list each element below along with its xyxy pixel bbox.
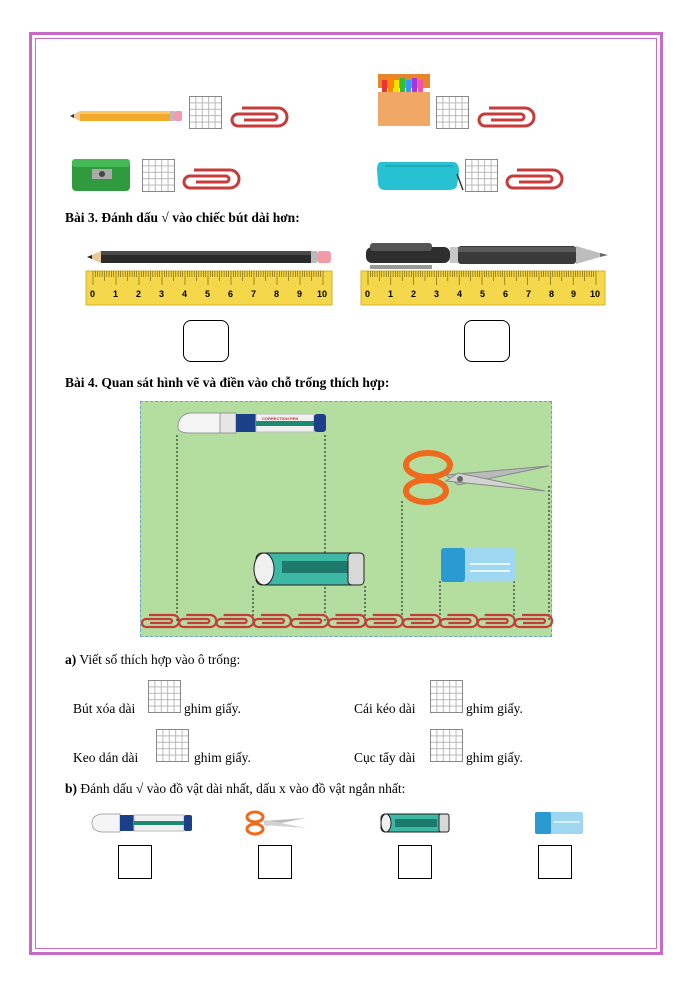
item-text-before: Keo dán dài: [73, 750, 139, 765]
ruler-label: 2: [136, 289, 142, 299]
answer-grid-pencil-case[interactable]: [465, 159, 498, 192]
ruler-label: 6: [503, 289, 509, 299]
ruler-label: 8: [549, 289, 555, 299]
paperclip-icon: [180, 168, 238, 192]
ruler-label: 5: [480, 289, 486, 299]
ruler-label: 4: [182, 289, 188, 299]
answer-grid-scissors[interactable]: [430, 680, 463, 713]
paperclip-icon: [475, 106, 533, 130]
pen-icon: [362, 243, 610, 271]
ruler-label: 10: [590, 289, 601, 299]
correction-pen-small-icon: [90, 812, 194, 834]
ruler-1-labels: [86, 289, 332, 303]
part-a-line: [65, 652, 240, 668]
crayon-box-icon: [374, 68, 434, 128]
ruler-label: 0: [90, 289, 96, 299]
answer-grid-pencil[interactable]: [189, 96, 222, 129]
part-a-instruction: Viết số thích hợp vào ô trống:: [79, 652, 241, 667]
pencil-icon: [70, 108, 182, 124]
paperclip-icon: [440, 615, 477, 627]
answer-box-pen[interactable]: [464, 320, 510, 362]
pencil-case-icon: [375, 158, 463, 192]
paperclip-icon: [403, 615, 440, 627]
eraser-icon: [441, 548, 515, 582]
ruler-label: 9: [571, 289, 577, 299]
answer-box-eraser[interactable]: [538, 845, 572, 879]
paperclip-icon: [217, 615, 254, 627]
paperclip-icon: [228, 106, 286, 130]
correction-pen-icon: [178, 413, 326, 433]
item-text-after: ghim giấy.: [194, 750, 251, 765]
ruler-label: 1: [388, 289, 394, 299]
paperclip-icon: [515, 615, 552, 627]
item-text-before: Bút xóa dài: [73, 701, 136, 716]
answer-box-scissors[interactable]: [258, 845, 292, 879]
ruler-label: 10: [317, 289, 328, 299]
answer-box-correction-pen[interactable]: [118, 845, 152, 879]
ruler-label: 7: [526, 289, 532, 299]
correction-pen-text: CORRECTION PEN: [262, 416, 299, 421]
paperclip-icon: [142, 615, 179, 627]
answer-grid-crayons[interactable]: [436, 96, 469, 129]
scissors-icon: [406, 453, 549, 502]
ruler-label: 4: [457, 289, 463, 299]
paperclip-icon: [254, 615, 291, 627]
eraser-small-icon: [534, 810, 584, 836]
ruler-label: 8: [274, 289, 280, 299]
part-b-instruction: Đánh dấu √ vào đồ vật dài nhất, dấu x vào đồ vật ngắn nhất:: [80, 781, 406, 796]
paperclip-row: [142, 615, 552, 627]
paperclip-icon: [366, 615, 403, 627]
ruler-2-labels: [361, 289, 605, 303]
part-a-label: a): [65, 652, 77, 667]
item-text-after: ghim giấy.: [466, 701, 523, 716]
answer-box-pencil[interactable]: [183, 320, 229, 362]
black-pencil-icon: [87, 249, 332, 265]
exercise4-title: Bài 4. Quan sát hình vẽ và điền vào chỗ trống thích hợp:: [65, 375, 390, 390]
measurement-illustration: [140, 401, 552, 637]
part-b-line: [65, 781, 405, 797]
item-text-before: Cục tẩy dài: [354, 750, 416, 765]
ruler-label: 5: [205, 289, 211, 299]
ruler-label: 7: [251, 289, 257, 299]
item-text-after: ghim giấy.: [466, 750, 523, 765]
ruler-label: 1: [113, 289, 119, 299]
ruler-label: 0: [365, 289, 371, 299]
glue-stick-icon: [254, 553, 364, 585]
answer-grid-glue-stick[interactable]: [156, 729, 189, 762]
ruler-label: 9: [297, 289, 303, 299]
paperclip-icon: [503, 168, 561, 192]
ruler-label: 3: [434, 289, 440, 299]
ruler-label: 6: [228, 289, 234, 299]
answer-box-glue-stick[interactable]: [398, 845, 432, 879]
exercise3-title: Bài 3. Đánh dấu √ vào chiếc bút dài hơn:: [65, 210, 300, 225]
sharpener-icon: [70, 155, 132, 193]
answer-grid-eraser[interactable]: [430, 729, 463, 762]
paperclip-icon: [329, 615, 366, 627]
item-text-before: Cái kéo dài: [354, 701, 416, 716]
glue-stick-small-icon: [379, 812, 451, 834]
paperclip-icon: [179, 615, 216, 627]
item-text-after: ghim giấy.: [184, 701, 241, 716]
paperclip-icon: [291, 615, 328, 627]
ruler-label: 3: [159, 289, 165, 299]
answer-grid-sharpener[interactable]: [142, 159, 175, 192]
part-b-label: b): [65, 781, 78, 796]
ruler-label: 2: [411, 289, 417, 299]
paperclip-icon: [478, 615, 515, 627]
answer-grid-correction-pen[interactable]: [148, 680, 181, 713]
scissors-small-icon: [244, 808, 308, 838]
